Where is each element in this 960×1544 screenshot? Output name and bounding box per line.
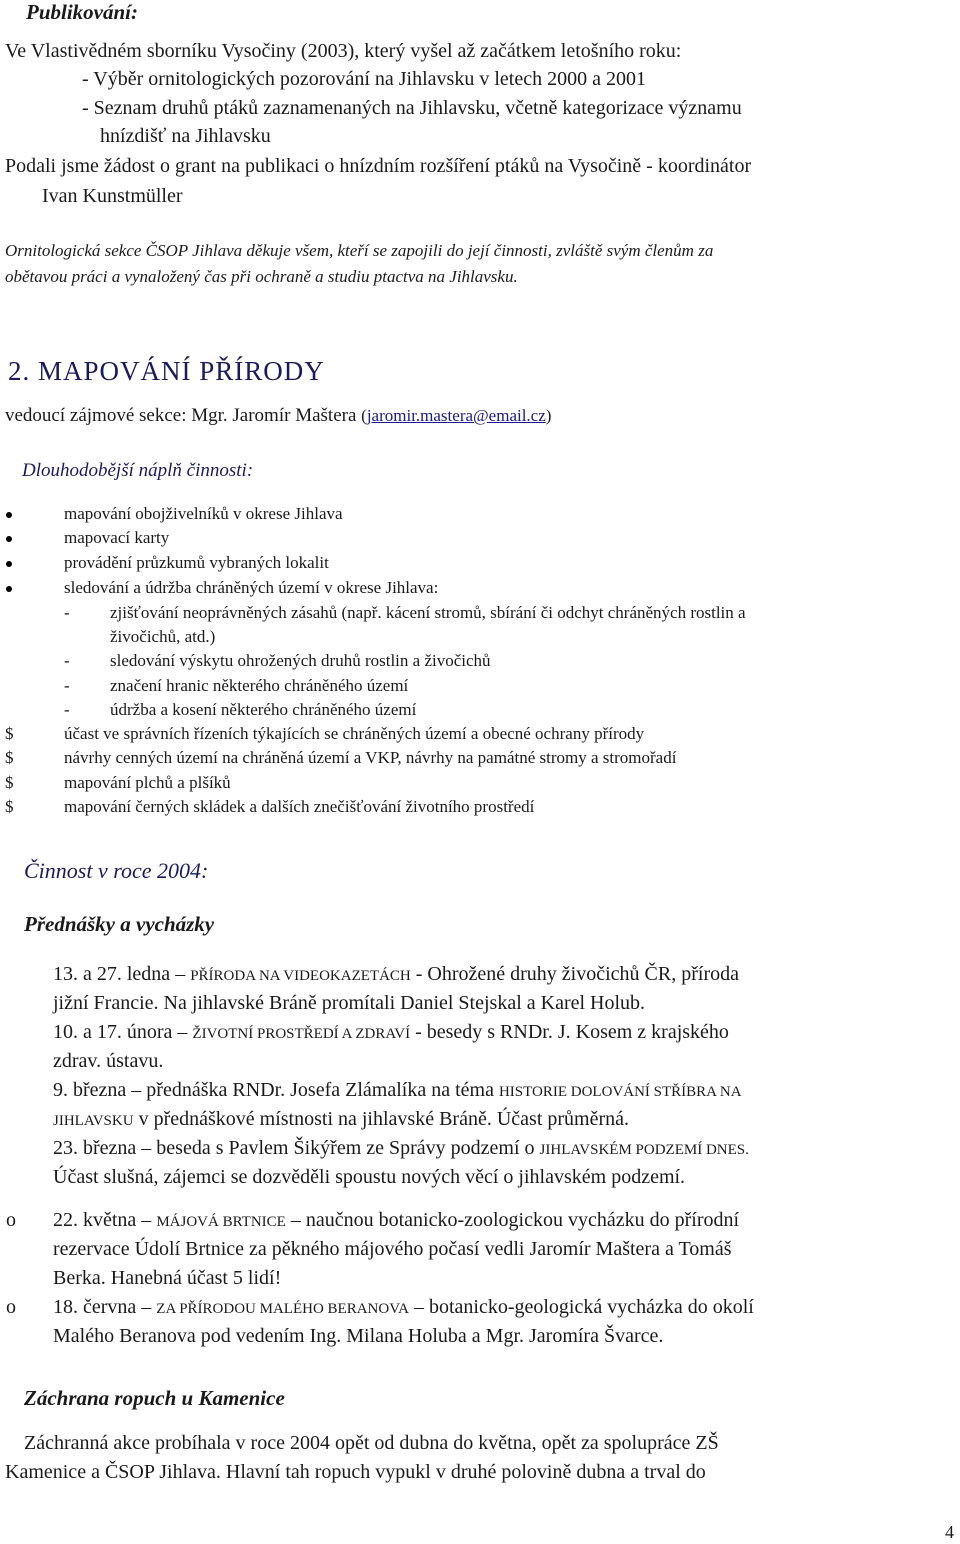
long-term-heading: Dlouhodobější náplň činnosti:: [22, 460, 254, 481]
grant-text-cont: Ivan Kunstmüller: [42, 185, 183, 207]
section-leader: [5, 405, 551, 427]
section-title: 2. MAPOVÁNÍ PŘÍRODY: [8, 356, 325, 386]
email-open: (: [361, 406, 367, 425]
dash-item: údržba a kosení některého chráněného území: [110, 700, 417, 719]
circle-marker: o: [6, 1209, 16, 1231]
dash-item: sledování výskytu ohrožených druhů rostlin a živočichů: [110, 651, 491, 670]
dollar-marker: $: [5, 773, 14, 792]
dollar-item: návrhy cenných území na chráněná území a VKP, návrhy na památné stromy a stromořadí: [64, 748, 677, 767]
event-6-line-2: Malého Beranova pod vedením Ing. Milana Holuba a Mgr. Jaromíra Švarce.: [53, 1325, 664, 1347]
leader-label: vedoucí zájmové sekce:: [5, 405, 187, 426]
publishing-intro: Ve Vlastivědném sborníku Vysočiny (2003), který vyšel až začátkem letošního roku:: [5, 40, 682, 62]
dollar-item: mapování černých skládek a dalších znečišťování životního prostředí: [64, 797, 535, 816]
event-1-line-2: jižní Francie. Na jihlavské Bráně promítali Daniel Stejskal a Karel Holub.: [53, 992, 646, 1014]
event-2-line-2: zdrav. ústavu.: [53, 1050, 164, 1072]
dollar-marker: $: [5, 797, 14, 816]
email-close: ): [545, 406, 552, 425]
grant-text: Podali jsme žádost o grant na publikaci o hnízdním rozšíření ptáků na Vysočině - koordinátor: [5, 155, 752, 177]
event-3-line-1: 9. března – přednáška RNDr. Josefa Zlámalíka na téma HISTORIE DOLOVÁNÍ STŘÍBRA NA: [53, 1079, 742, 1101]
publishing-item-2-cont: hnízdišť na Jihlavsku: [100, 125, 271, 147]
lectures-heading: Přednášky a vycházky: [24, 912, 215, 936]
publishing-heading: Publikování:: [26, 0, 139, 24]
toads-line-1: Záchranná akce probíhala v roce 2004 opět od dubna do května, opět za spolupráce ZŠ: [24, 1432, 719, 1454]
toads-line-2: Kamenice a ČSOP Jihlava. Hlavní tah ropuch vypukl v druhé polovině dubna a trval do: [5, 1461, 706, 1483]
event-2-line-1: 10. a 17. února – ŽIVOTNÍ PROSTŘEDÍ A ZDRAVÍ - besedy s RNDr. J. Kosem z krajského: [53, 1021, 729, 1043]
bullet-item: mapování obojživelníků v okrese Jihlava: [64, 504, 343, 523]
dash-marker: -: [64, 676, 70, 695]
event-4-line-2: Účast slušná, zájemci se dozvěděli spoustu nových věcí o jihlavském podzemí.: [53, 1166, 686, 1188]
dash-marker: -: [64, 700, 70, 719]
leader-name: Mgr. Jaromír Maštera: [191, 405, 357, 426]
thanks-line-1: Ornitologická sekce ČSOP Jihlava děkuje všem, kteří se zapojili do její činnosti, zvláště svým členům za: [5, 241, 714, 260]
toads-heading: Záchrana ropuch u Kamenice: [24, 1386, 285, 1410]
dash-marker: -: [64, 603, 70, 622]
bullet-dot: [6, 512, 12, 518]
bullet-item: provádění průzkumů vybraných lokalit: [64, 553, 329, 572]
event-5-line-2: rezervace Údolí Brtnice za pěkného májového počasí vedli Jaromír Maštera a Tomáš: [53, 1238, 732, 1260]
event-5-line-3: Berka. Hanebná účast 5 lidí!: [53, 1267, 282, 1289]
event-4-line-1: 23. března – beseda s Pavlem Šikýřem ze Správy podzemí o JIHLAVSKÉM PODZEMÍ DNES.: [53, 1137, 749, 1159]
bullet-dot: [6, 561, 12, 567]
dash-marker: -: [64, 651, 70, 670]
event-3-line-2: JIHLAVSKU v přednáškové místnosti na jihlavské Bráně. Účast průměrná.: [53, 1108, 630, 1130]
publishing-item-2: - Seznam druhů ptáků zaznamenaných na Jihlavsku, včetně kategorizace významu: [82, 97, 742, 119]
dollar-marker: $: [5, 724, 14, 743]
leader-email-link[interactable]: jaromir.mastera@email.cz: [366, 406, 546, 425]
circle-marker: o: [6, 1296, 16, 1318]
dash-item-cont: živočichů, atd.): [110, 627, 216, 646]
bullet-dot: [6, 586, 12, 592]
event-5-line-1: 22. května – MÁJOVÁ BRTNICE – naučnou botanicko-zoologickou vycházku do přírodní: [53, 1209, 740, 1231]
dash-item: značení hranic některého chráněného území: [110, 676, 409, 695]
event-6-line-1: 18. června – ZA PŘÍRODOU MALÉHO BERANOVA – botanicko-geologická vycházka do okolí: [53, 1296, 754, 1318]
bullet-item: sledování a údržba chráněných území v okrese Jihlava:: [64, 578, 439, 597]
dash-item: zjišťování neoprávněných zásahů (např. kácení stromů, sbírání či odchyt chráněných rostlin a: [110, 603, 746, 622]
event-1-line-1: 13. a 27. ledna – PŘÍRODA NA VIDEOKAZETÁCH - Ohrožené druhy živočichů ČR, příroda: [53, 963, 739, 985]
dollar-item: účast ve správních řízeních týkajících se chráněných území a obecné ochrany přírody: [64, 724, 645, 743]
publishing-item-1: - Výběr ornitologických pozorování na Jihlavsku v letech 2000 a 2001: [82, 68, 646, 90]
dollar-item: mapování plchů a plšíků: [64, 773, 231, 792]
bullet-item: mapovací karty: [64, 528, 170, 547]
page-number: 4: [945, 1522, 954, 1542]
thanks-line-2: obětavou práci a vynaložený čas při ochraně a studiu ptactva na Jihlavsku.: [5, 267, 518, 286]
bullet-dot: [6, 536, 12, 542]
dollar-marker: $: [5, 748, 14, 767]
activity-heading: Činnost v roce 2004:: [24, 858, 209, 883]
